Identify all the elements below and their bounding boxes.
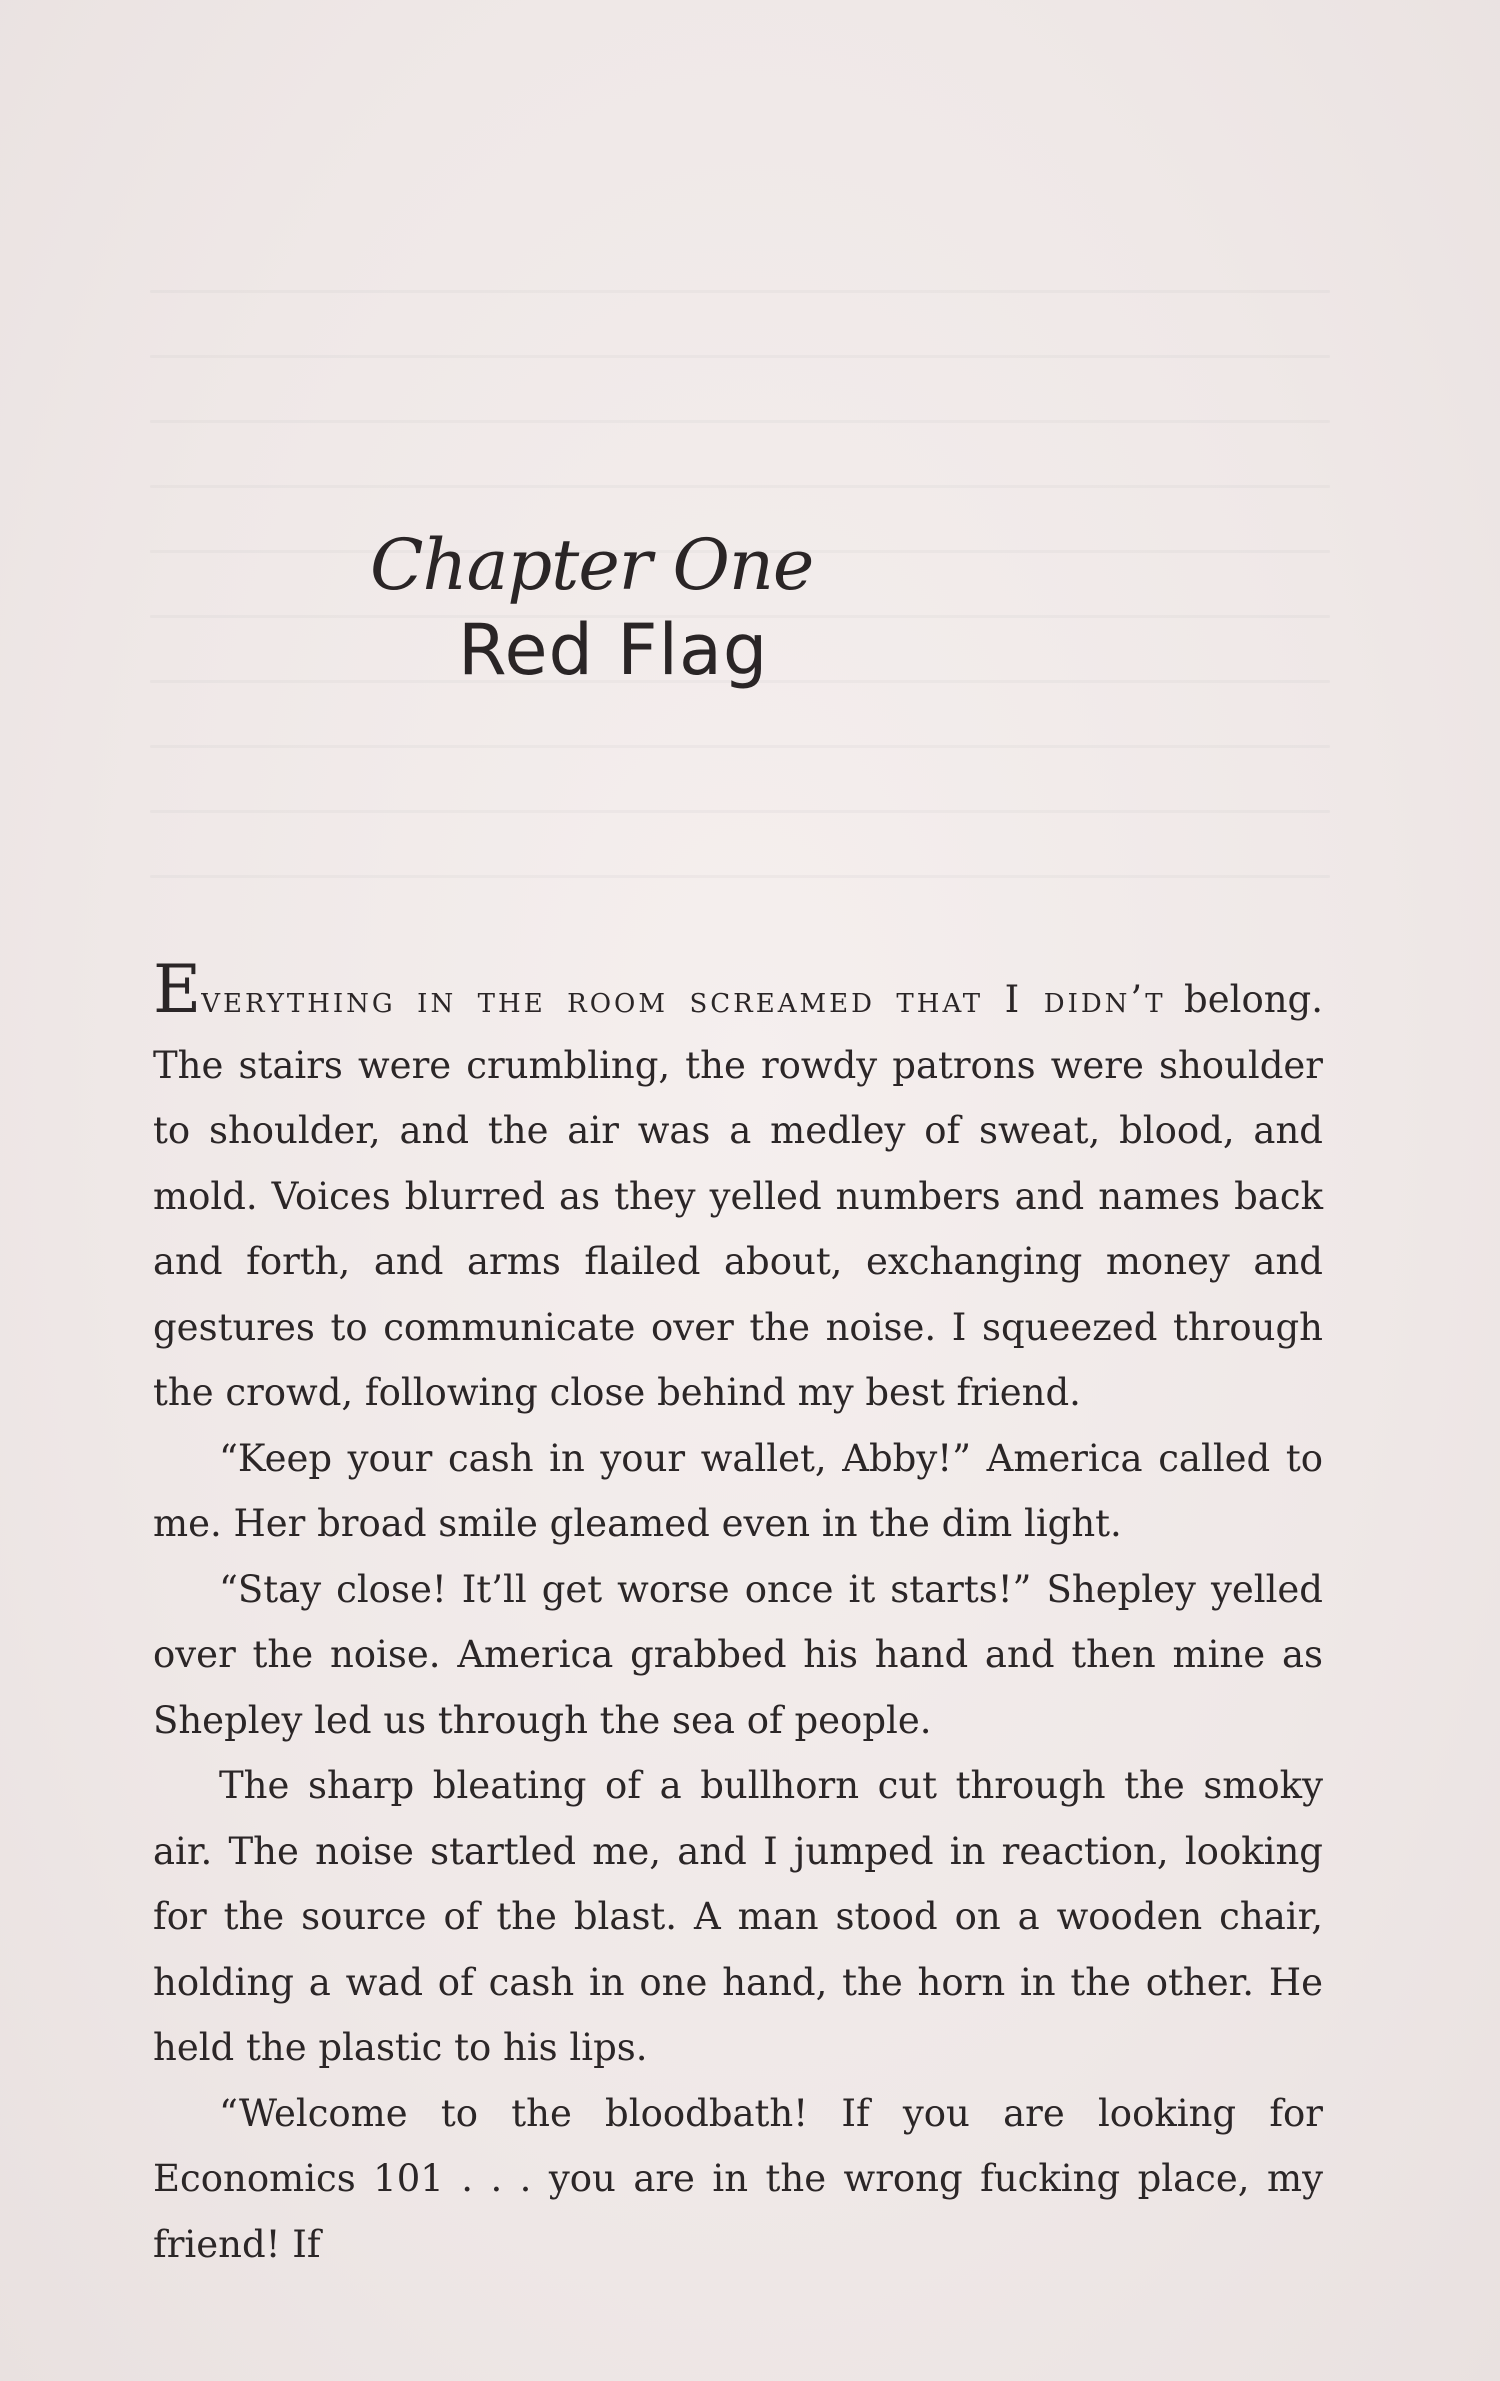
paragraph: “Keep your cash in your wallet, Abby!” America called to me. Her broad smile gleamed even in the dim light. (153, 1436, 1323, 1545)
show-through-line (150, 485, 1330, 488)
paragraph: The sharp bleating of a bullhorn cut through the smoky air. The noise startled me, and I jumped in reaction, looking for the source of the blast. A man stood on a wooden chair, holding a wad of cash in one hand, the horn in the other. He held the plastic to his lips. (153, 1764, 1323, 2069)
opening-paragraph (153, 951, 1323, 1426)
show-through-line (150, 810, 1330, 813)
drop-cap: E (153, 951, 202, 1028)
chapter-title: Red Flag (458, 609, 769, 691)
paragraph: “Welcome to the bloodbath! If you are looking for Economics 101 . . . you are in the wrong fucking place, my friend! If (153, 2091, 1323, 2266)
chapter-label: Chapter One (370, 524, 814, 606)
paragraph: “Stay close! It’ll get worse once it starts!” Shepley yelled over the noise. America grabbed his hand and then mine as Shepley led us through the sea of people. (153, 1567, 1323, 1742)
show-through-line (150, 290, 1330, 293)
show-through-line (150, 420, 1330, 423)
show-through-line (150, 355, 1330, 358)
show-through-line (150, 875, 1330, 878)
opening-small-caps: verything in the room screamed that I didn’t (201, 978, 1166, 1021)
chapter-body (153, 951, 1323, 2277)
show-through-line (150, 745, 1330, 748)
chapter-heading (0, 520, 1500, 720)
opening-text: belong. The stairs were crumbling, the rowdy patrons were shoulder to shoulder, and the air was a medley of sweat, blood, and mold. Voices blurred as they yelled numbers and names back and forth, and arms flailed about, exchanging money and gestures to communicate over the noise. I squeezed through the crowd, following close behind my best friend. (153, 978, 1323, 1414)
